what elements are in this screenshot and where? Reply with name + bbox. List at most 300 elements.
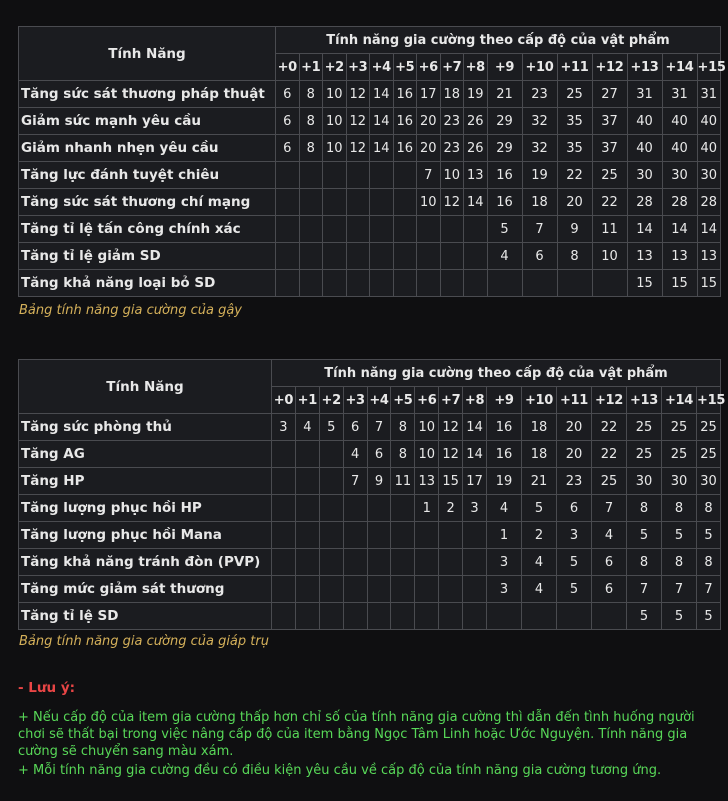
value-cell: 6 — [276, 81, 300, 108]
value-cell: 13 — [697, 243, 721, 270]
value-cell: 1 — [487, 522, 522, 549]
feature-header: Tính Năng — [19, 360, 272, 414]
value-cell: 15 — [697, 270, 721, 297]
table-row — [19, 468, 721, 495]
level-group-header: Tính năng gia cường theo cấp độ của vật phẩm — [276, 27, 721, 54]
value-cell: 14 — [627, 216, 662, 243]
value-cell — [487, 270, 522, 297]
level-header: +13 — [627, 54, 662, 81]
feature-name: Tăng sức sát thương pháp thuật — [19, 81, 276, 108]
value-cell: 40 — [697, 108, 721, 135]
value-cell: 8 — [627, 495, 662, 522]
feature-name: Tăng tỉ lệ SD — [19, 603, 272, 630]
table-row — [19, 189, 721, 216]
value-cell: 21 — [522, 468, 557, 495]
value-cell: 16 — [487, 189, 522, 216]
value-cell: 2 — [439, 495, 463, 522]
value-cell — [299, 162, 323, 189]
value-cell: 30 — [627, 162, 662, 189]
value-cell: 6 — [592, 549, 627, 576]
feature-name: Tăng AG — [19, 441, 272, 468]
feature-name: Tăng khả năng loại bỏ SD — [19, 270, 276, 297]
value-cell: 9 — [367, 468, 391, 495]
value-cell — [463, 576, 487, 603]
value-cell: 21 — [487, 81, 522, 108]
value-cell: 8 — [391, 414, 415, 441]
table-row — [19, 243, 721, 270]
value-cell: 5 — [319, 414, 343, 441]
value-cell: 20 — [557, 189, 592, 216]
value-cell: 6 — [592, 576, 627, 603]
level-header: +5 — [391, 387, 415, 414]
value-cell: 11 — [391, 468, 415, 495]
level-header: +0 — [272, 387, 296, 414]
value-cell — [299, 270, 323, 297]
value-cell — [299, 189, 323, 216]
table-row — [19, 414, 721, 441]
value-cell — [295, 522, 319, 549]
value-cell: 26 — [464, 135, 488, 162]
value-cell — [343, 495, 367, 522]
level-group-header: Tính năng gia cường theo cấp độ của vật phẩm — [272, 360, 721, 387]
value-cell — [557, 603, 592, 630]
value-cell — [370, 270, 394, 297]
value-cell: 25 — [627, 414, 662, 441]
value-cell: 5 — [627, 522, 662, 549]
value-cell: 4 — [487, 495, 522, 522]
value-cell: 28 — [627, 189, 662, 216]
value-cell: 29 — [487, 135, 522, 162]
level-header: +14 — [662, 54, 697, 81]
value-cell — [295, 468, 319, 495]
value-cell: 6 — [343, 414, 367, 441]
feature-name: Tăng lượng phục hồi Mana — [19, 522, 272, 549]
value-cell: 7 — [367, 414, 391, 441]
value-cell: 5 — [627, 603, 662, 630]
value-cell — [346, 189, 370, 216]
value-cell — [323, 162, 347, 189]
value-cell — [343, 603, 367, 630]
value-cell — [295, 441, 319, 468]
level-header: +12 — [592, 387, 627, 414]
value-cell: 16 — [393, 108, 417, 135]
value-cell: 4 — [343, 441, 367, 468]
table-row — [19, 549, 721, 576]
value-cell — [319, 495, 343, 522]
value-cell — [463, 549, 487, 576]
value-cell — [440, 270, 464, 297]
value-cell — [464, 243, 488, 270]
value-cell — [319, 576, 343, 603]
value-cell: 14 — [697, 216, 721, 243]
value-cell: 30 — [697, 162, 721, 189]
value-cell: 25 — [697, 441, 721, 468]
value-cell: 16 — [487, 414, 522, 441]
value-cell — [393, 270, 417, 297]
value-cell — [323, 270, 347, 297]
value-cell — [276, 243, 300, 270]
value-cell: 40 — [627, 135, 662, 162]
value-cell — [393, 162, 417, 189]
value-cell: 15 — [627, 270, 662, 297]
value-cell: 25 — [662, 441, 697, 468]
value-cell: 20 — [417, 108, 441, 135]
value-cell — [346, 270, 370, 297]
value-cell — [370, 189, 394, 216]
value-cell: 3 — [557, 522, 592, 549]
feature-name: Tăng mức giảm sát thương — [19, 576, 272, 603]
value-cell: 4 — [487, 243, 522, 270]
value-cell — [323, 189, 347, 216]
value-cell — [272, 441, 296, 468]
value-cell: 29 — [487, 108, 522, 135]
value-cell — [370, 216, 394, 243]
level-header: +11 — [557, 54, 592, 81]
value-cell: 12 — [439, 441, 463, 468]
value-cell — [272, 495, 296, 522]
value-cell: 6 — [276, 108, 300, 135]
value-cell — [391, 576, 415, 603]
value-cell: 23 — [522, 81, 557, 108]
value-cell: 10 — [323, 81, 347, 108]
value-cell: 7 — [627, 576, 662, 603]
table-row — [19, 135, 721, 162]
value-cell: 7 — [697, 576, 721, 603]
value-cell — [299, 216, 323, 243]
value-cell: 16 — [487, 441, 522, 468]
value-cell: 5 — [557, 549, 592, 576]
value-cell: 10 — [415, 441, 439, 468]
value-cell: 11 — [592, 216, 627, 243]
table-row — [19, 576, 721, 603]
feature-name: Tăng tỉ lệ giảm SD — [19, 243, 276, 270]
value-cell — [592, 603, 627, 630]
value-cell — [522, 270, 557, 297]
value-cell — [440, 216, 464, 243]
value-cell — [319, 522, 343, 549]
value-cell — [415, 549, 439, 576]
value-cell — [370, 243, 394, 270]
value-cell — [319, 441, 343, 468]
value-cell: 10 — [323, 135, 347, 162]
level-header: +15 — [697, 54, 721, 81]
value-cell: 17 — [463, 468, 487, 495]
value-cell: 7 — [417, 162, 441, 189]
level-header: +1 — [299, 54, 323, 81]
value-cell: 2 — [522, 522, 557, 549]
value-cell — [343, 549, 367, 576]
value-cell: 37 — [592, 135, 627, 162]
value-cell: 13 — [627, 243, 662, 270]
value-cell: 8 — [299, 135, 323, 162]
level-header: +9 — [487, 387, 522, 414]
value-cell — [487, 603, 522, 630]
value-cell: 3 — [463, 495, 487, 522]
value-cell: 3 — [272, 414, 296, 441]
level-header: +8 — [464, 54, 488, 81]
value-cell: 18 — [522, 441, 557, 468]
value-cell — [323, 243, 347, 270]
value-cell: 20 — [557, 414, 592, 441]
value-cell — [346, 243, 370, 270]
value-cell: 14 — [662, 216, 697, 243]
value-cell: 7 — [662, 576, 697, 603]
value-cell: 20 — [417, 135, 441, 162]
staff-options-table — [18, 26, 726, 297]
value-cell — [439, 522, 463, 549]
feature-name: Giảm nhanh nhẹn yêu cầu — [19, 135, 276, 162]
value-cell — [272, 522, 296, 549]
feature-name: Tăng sức sát thương chí mạng — [19, 189, 276, 216]
level-header: +8 — [463, 387, 487, 414]
value-cell — [272, 468, 296, 495]
value-cell: 40 — [662, 135, 697, 162]
value-cell: 30 — [662, 162, 697, 189]
value-cell: 22 — [592, 441, 627, 468]
value-cell: 12 — [440, 189, 464, 216]
value-cell — [464, 216, 488, 243]
value-cell — [464, 270, 488, 297]
armor-options-table — [18, 359, 726, 630]
value-cell: 25 — [557, 81, 592, 108]
value-cell — [417, 270, 441, 297]
value-cell: 10 — [417, 189, 441, 216]
level-header: +3 — [343, 387, 367, 414]
value-cell: 5 — [522, 495, 557, 522]
value-cell: 40 — [662, 108, 697, 135]
staff-table-caption: Bảng tính năng gia cường của gậy — [19, 303, 242, 318]
note-title: - Lưu ý: — [18, 680, 76, 696]
value-cell: 12 — [439, 414, 463, 441]
value-cell — [439, 549, 463, 576]
value-cell: 12 — [346, 81, 370, 108]
value-cell: 20 — [557, 441, 592, 468]
value-cell: 32 — [522, 135, 557, 162]
value-cell — [323, 216, 347, 243]
value-cell — [319, 468, 343, 495]
value-cell — [463, 522, 487, 549]
value-cell: 37 — [592, 108, 627, 135]
value-cell — [391, 495, 415, 522]
value-cell: 16 — [393, 81, 417, 108]
value-cell — [391, 549, 415, 576]
value-cell: 6 — [367, 441, 391, 468]
value-cell — [522, 603, 557, 630]
feature-header: Tính Năng — [19, 27, 276, 81]
value-cell: 10 — [592, 243, 627, 270]
value-cell: 16 — [393, 135, 417, 162]
value-cell: 19 — [464, 81, 488, 108]
feature-name: Giảm sức mạnh yêu cầu — [19, 108, 276, 135]
feature-name: Tăng khả năng tránh đòn (PVP) — [19, 549, 272, 576]
value-cell: 15 — [439, 468, 463, 495]
table-row — [19, 216, 721, 243]
value-cell — [393, 216, 417, 243]
level-header: +2 — [319, 387, 343, 414]
value-cell: 23 — [440, 108, 464, 135]
value-cell: 35 — [557, 135, 592, 162]
value-cell: 1 — [415, 495, 439, 522]
value-cell: 14 — [370, 81, 394, 108]
value-cell: 14 — [370, 108, 394, 135]
value-cell — [276, 162, 300, 189]
table-row — [19, 522, 721, 549]
value-cell — [276, 216, 300, 243]
value-cell: 30 — [627, 468, 662, 495]
value-cell: 6 — [557, 495, 592, 522]
level-header: +5 — [393, 54, 417, 81]
value-cell: 10 — [323, 108, 347, 135]
value-cell: 5 — [697, 603, 721, 630]
value-cell: 22 — [557, 162, 592, 189]
level-header: +10 — [522, 54, 557, 81]
value-cell — [319, 549, 343, 576]
value-cell: 14 — [463, 414, 487, 441]
value-cell: 5 — [697, 522, 721, 549]
value-cell: 12 — [346, 108, 370, 135]
feature-name: Tăng lực đánh tuyệt chiêu — [19, 162, 276, 189]
value-cell: 23 — [557, 468, 592, 495]
value-cell: 14 — [370, 135, 394, 162]
value-cell — [346, 216, 370, 243]
table-row — [19, 495, 721, 522]
note-item: + Mỗi tính năng gia cường đều có điều kiện yêu cầu về cấp độ của tính năng gia cường tương ứng. — [18, 763, 662, 778]
level-header: +10 — [522, 387, 557, 414]
value-cell — [417, 243, 441, 270]
value-cell — [272, 603, 296, 630]
value-cell: 10 — [415, 414, 439, 441]
value-cell — [319, 603, 343, 630]
level-header: +9 — [487, 54, 522, 81]
value-cell — [391, 603, 415, 630]
value-cell: 6 — [522, 243, 557, 270]
value-cell: 9 — [557, 216, 592, 243]
value-cell: 25 — [592, 162, 627, 189]
level-header: +1 — [295, 387, 319, 414]
value-cell: 17 — [417, 81, 441, 108]
feature-name: Tăng lượng phục hồi HP — [19, 495, 272, 522]
value-cell — [367, 603, 391, 630]
value-cell — [391, 522, 415, 549]
value-cell — [393, 243, 417, 270]
value-cell: 25 — [627, 441, 662, 468]
table-row — [19, 108, 721, 135]
level-header: +6 — [417, 54, 441, 81]
value-cell: 4 — [522, 576, 557, 603]
value-cell: 18 — [440, 81, 464, 108]
value-cell — [415, 522, 439, 549]
value-cell: 7 — [522, 216, 557, 243]
value-cell: 7 — [343, 468, 367, 495]
value-cell: 5 — [662, 603, 697, 630]
value-cell: 31 — [627, 81, 662, 108]
value-cell — [367, 576, 391, 603]
value-cell — [295, 549, 319, 576]
value-cell: 3 — [487, 549, 522, 576]
feature-name: Tăng sức phòng thủ — [19, 414, 272, 441]
value-cell: 31 — [662, 81, 697, 108]
value-cell: 5 — [557, 576, 592, 603]
value-cell: 18 — [522, 414, 557, 441]
value-cell: 8 — [662, 549, 697, 576]
level-header: +4 — [367, 387, 391, 414]
table-row — [19, 441, 721, 468]
value-cell: 10 — [440, 162, 464, 189]
value-cell — [440, 243, 464, 270]
feature-name: Tăng HP — [19, 468, 272, 495]
value-cell: 4 — [592, 522, 627, 549]
value-cell: 32 — [522, 108, 557, 135]
value-cell: 35 — [557, 108, 592, 135]
value-cell: 8 — [299, 108, 323, 135]
value-cell — [295, 495, 319, 522]
value-cell — [295, 576, 319, 603]
value-cell: 25 — [662, 414, 697, 441]
table-row — [19, 162, 721, 189]
note-item: + Nếu cấp độ của item gia cường thấp hơn chỉ số của tính năng gia cường thì dẫn đến tình huống người chơi sẽ thất bại trong việc nâng cấp độ của item bằng Ngọc Tâm Linh hoặc Ước Nguyện. Tính năng gia cường sẽ chuyển sang màu xám. — [18, 710, 695, 759]
value-cell: 5 — [487, 216, 522, 243]
value-cell — [557, 270, 592, 297]
value-cell: 8 — [391, 441, 415, 468]
level-header: +7 — [440, 54, 464, 81]
level-header: +14 — [662, 387, 697, 414]
value-cell — [367, 495, 391, 522]
level-header: +7 — [439, 387, 463, 414]
value-cell: 25 — [592, 468, 627, 495]
level-header: +3 — [346, 54, 370, 81]
value-cell — [346, 162, 370, 189]
level-header: +15 — [697, 387, 721, 414]
value-cell — [367, 522, 391, 549]
value-cell — [272, 549, 296, 576]
value-cell: 16 — [487, 162, 522, 189]
value-cell — [592, 270, 627, 297]
value-cell — [343, 522, 367, 549]
table-row — [19, 270, 721, 297]
value-cell — [393, 189, 417, 216]
value-cell — [415, 576, 439, 603]
value-cell: 31 — [697, 81, 721, 108]
value-cell: 8 — [557, 243, 592, 270]
value-cell — [276, 270, 300, 297]
value-cell: 40 — [697, 135, 721, 162]
value-cell: 26 — [464, 108, 488, 135]
value-cell: 30 — [697, 468, 721, 495]
value-cell: 4 — [522, 549, 557, 576]
table-row — [19, 81, 721, 108]
value-cell — [299, 243, 323, 270]
value-cell: 8 — [627, 549, 662, 576]
level-header: +12 — [592, 54, 627, 81]
value-cell — [417, 216, 441, 243]
value-cell: 19 — [487, 468, 522, 495]
value-cell: 7 — [592, 495, 627, 522]
value-cell — [272, 576, 296, 603]
value-cell: 6 — [276, 135, 300, 162]
value-cell: 22 — [592, 414, 627, 441]
level-header: +4 — [370, 54, 394, 81]
value-cell — [463, 603, 487, 630]
value-cell: 18 — [522, 189, 557, 216]
value-cell: 22 — [592, 189, 627, 216]
value-cell: 12 — [346, 135, 370, 162]
value-cell — [295, 603, 319, 630]
value-cell: 8 — [697, 549, 721, 576]
value-cell: 13 — [662, 243, 697, 270]
value-cell: 13 — [464, 162, 488, 189]
value-cell: 5 — [662, 522, 697, 549]
value-cell — [370, 162, 394, 189]
